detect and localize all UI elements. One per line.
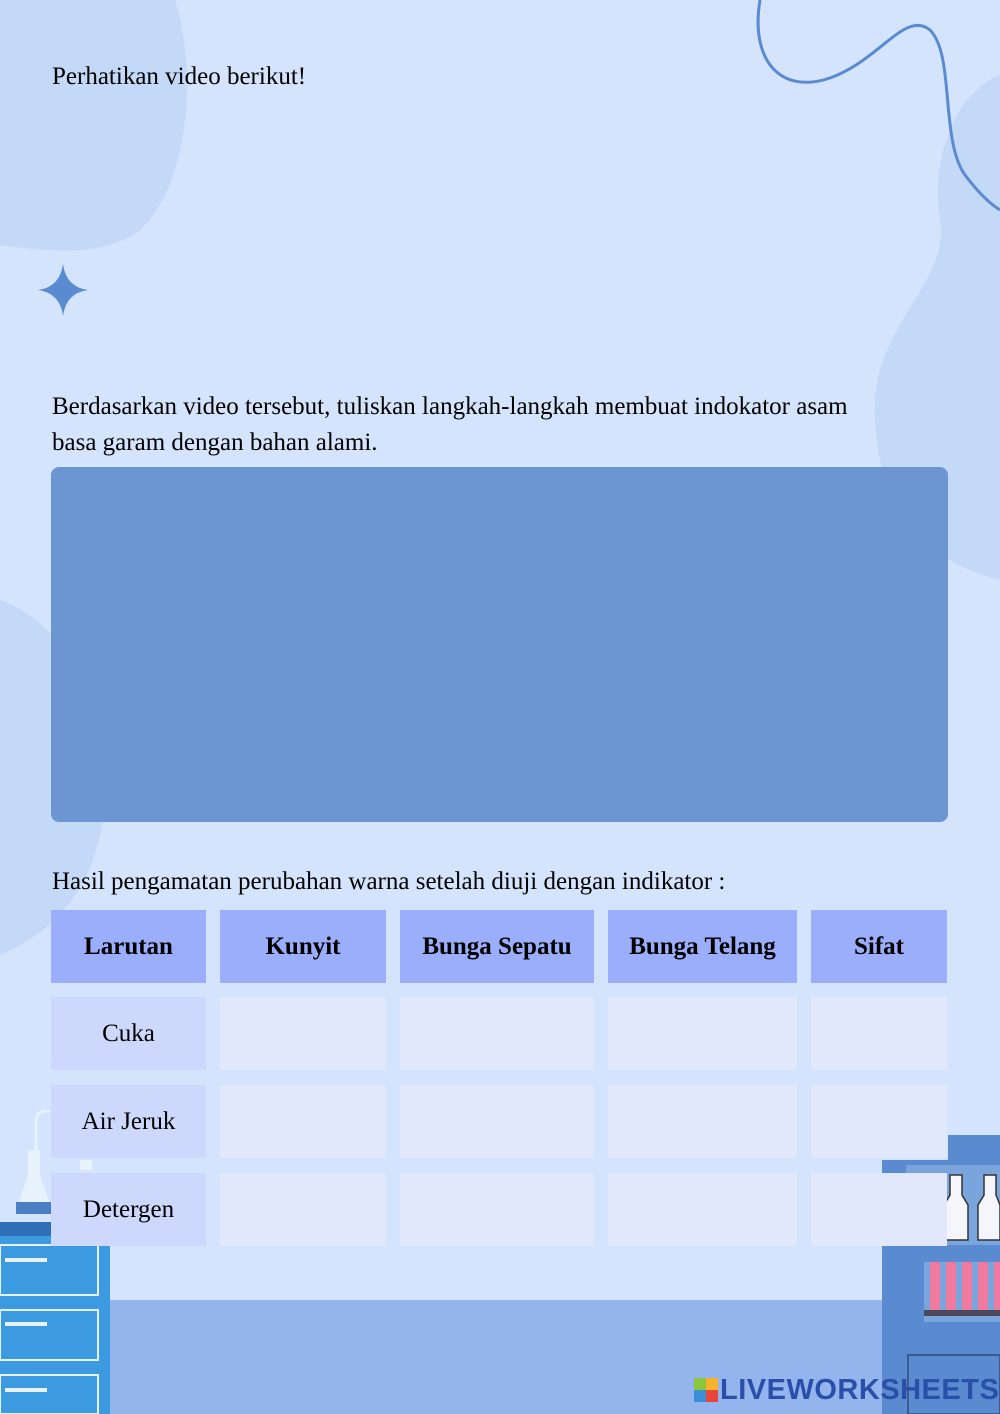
top-left-blob [0, 0, 187, 251]
input-air-jeruk-bunga-telang[interactable] [608, 1085, 797, 1158]
row-label-air-jeruk: Air Jeruk [51, 1085, 206, 1158]
header-sifat: Sifat [811, 910, 947, 983]
input-air-jeruk-kunyit[interactable] [220, 1085, 386, 1158]
video-prompt: Perhatikan video berikut! [52, 63, 307, 90]
input-detergen-kunyit[interactable] [220, 1173, 386, 1246]
input-detergen-sifat[interactable] [811, 1173, 947, 1246]
header-kunyit: Kunyit [220, 910, 386, 983]
header-bunga-telang: Bunga Telang [608, 910, 797, 983]
input-detergen-bunga-sepatu[interactable] [400, 1173, 594, 1246]
answer-textbox[interactable] [51, 467, 948, 822]
input-cuka-bunga-telang[interactable] [608, 997, 797, 1070]
input-air-jeruk-bunga-sepatu[interactable] [400, 1085, 594, 1158]
logo-text: LIVEWORKSHEETS [720, 1373, 1000, 1406]
input-cuka-bunga-sepatu[interactable] [400, 997, 594, 1070]
header-bunga-sepatu: Bunga Sepatu [400, 910, 594, 983]
sparkle-icon [38, 264, 88, 316]
liveworksheets-logo-icon [694, 1378, 718, 1402]
input-air-jeruk-sifat[interactable] [811, 1085, 947, 1158]
input-cuka-sifat[interactable] [811, 997, 947, 1070]
header-larutan: Larutan [51, 910, 206, 983]
row-label-cuka: Cuka [51, 997, 206, 1070]
table-intro: Hasil pengamatan perubahan warna setelah diuji dengan indikator : [52, 868, 726, 895]
input-cuka-kunyit[interactable] [220, 997, 386, 1070]
liveworksheets-logo[interactable] [694, 1372, 999, 1408]
instruction-line-2: basa garam dengan bahan alami. [52, 429, 378, 456]
row-label-detergen: Detergen [51, 1173, 206, 1246]
input-detergen-bunga-telang[interactable] [608, 1173, 797, 1246]
instruction-line-1: Berdasarkan video tersebut, tuliskan langkah-langkah membuat indokator asam [52, 393, 848, 420]
